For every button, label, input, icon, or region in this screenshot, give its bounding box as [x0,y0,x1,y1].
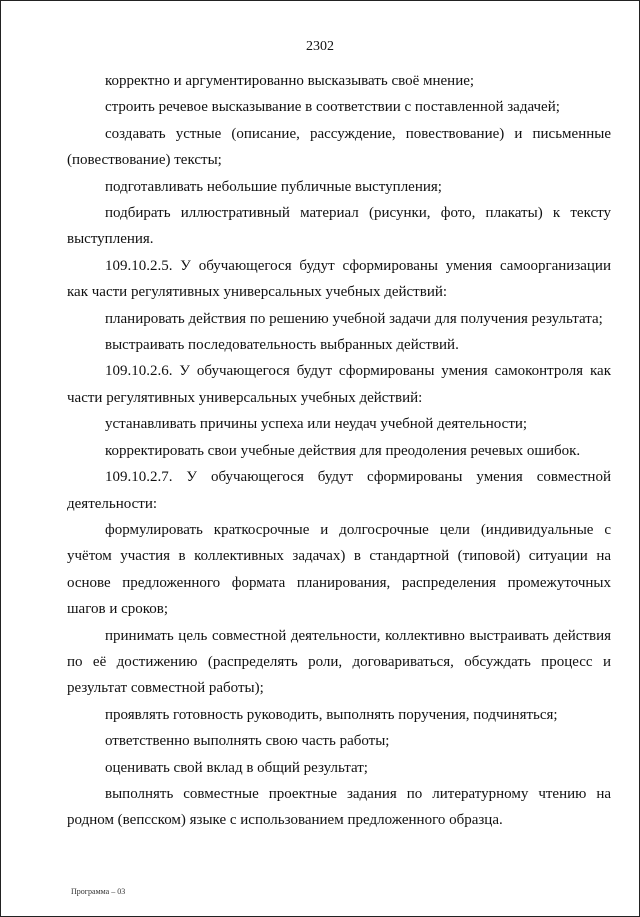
body-text [67,68,611,834]
paragraph-5: подбирать иллюстративный материал (рисунки, фото, плакаты) к тексту выступления. [67,205,611,248]
footer-label: Программа – 03 [71,887,126,896]
section-109-10-2-5: 109.10.2.5. У обучающегося будут сформированы умения самоорганизации как части регулятивных универсальных учебных действий: [67,257,611,301]
paragraph-1: корректно и аргументированно высказывать своё мнение; [105,73,475,89]
paragraph-7: планировать действия по решению учебной задачи для получения результата; [105,310,603,327]
paragraph-14: принимать цель совместной деятельности, коллективно выстраивать действия по её достижению (распределять роли, договариваться, обсуждать процесс и результат совместной работы); [67,627,611,697]
paragraph-10: устанавливать причины успеха или неудач учебной деятельности; [105,416,528,433]
paragraph-18: выполнять совместные проектные задания по литературному чтению на родном (вепсском) языке с использованием предложенного образца. [67,785,611,829]
paragraph-8: выстраивать последовательность выбранных действий. [105,337,459,354]
paragraph-16: ответственно выполнять свою часть работы; [105,733,390,750]
section-109-10-2-7: 109.10.2.7. У обучающегося будут сформированы умения совместной деятельности: [67,469,611,512]
paragraph-2: строить речевое высказывание в соответствии с поставленной задачей; [105,99,560,116]
paragraph-11: корректировать свои учебные действия для преодоления речевых ошибок. [105,442,581,459]
paragraph-3: создавать устные (описание, рассуждение, повествование) и письменные (повествование) тексты; [67,125,611,169]
paragraph-15: проявлять готовность руководить, выполнять поручения, подчиняться; [105,706,558,723]
paragraph-13: формулировать краткосрочные и долгосрочные цели (индивидуальные с учётом участия в коллективных задачах) в стандартной (типовой) ситуации на основе предложенного формата планирования, распределения промежуточных шагов и сроков; [67,521,611,618]
section-109-10-2-6: 109.10.2.6. У обучающегося будут сформированы умения самоконтроля как части регулятивных универсальных учебных действий: [67,363,611,406]
paragraph-4: подготавливать небольшие публичные выступления; [105,178,442,195]
paragraph-17: оценивать свой вклад в общий результат; [105,759,368,776]
page-number: 2302 [306,39,334,54]
